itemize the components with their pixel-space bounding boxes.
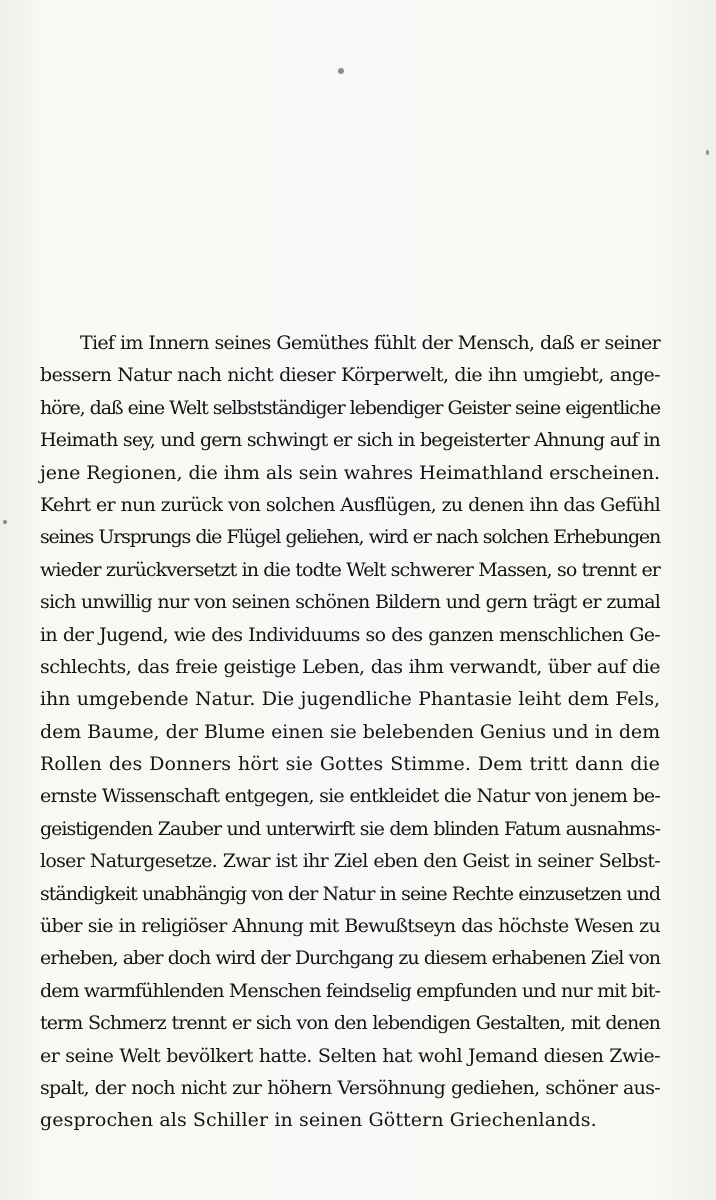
text-line: Heimath sey, und gern schwingt er sich in begeisterter Ahnung auf in bbox=[40, 429, 660, 452]
text-line: ständigkeit unabhängig von der Natur in seine Rechte einzusetzen und bbox=[40, 882, 660, 905]
text-line: erheben, aber doch wird der Durchgang zu diesem erhabenen Ziel von bbox=[40, 947, 660, 970]
text-line: loser Naturgesetze. Zwar ist ihr Ziel eben den Geist in seiner Selbst- bbox=[40, 850, 660, 873]
text-line: höre, daß eine Welt selbstständiger lebendiger Geister seine eigentliche bbox=[40, 396, 660, 419]
text-line: über sie in religiöser Ahnung mit Bewußtseyn das höchste Wesen zu bbox=[40, 915, 660, 938]
text-line: ernste Wissenschaft entgegen, sie entkleidet die Natur von jenem be- bbox=[40, 785, 660, 808]
text-line: er seine Welt bevölkert hatte. Selten hat wohl Jemand diesen Zwie- bbox=[40, 1044, 660, 1067]
text-line: term Schmerz trennt er sich von den lebendigen Gestalten, mit denen bbox=[40, 1012, 660, 1035]
ink-speck bbox=[338, 68, 344, 74]
text-line: Tief im Innern seines Gemüthes fühlt der Mensch, daß er seiner bbox=[80, 332, 660, 354]
text-line: dem warmfühlenden Menschen feindselig empfunden und nur mit bit- bbox=[40, 979, 660, 1002]
text-line: jene Regionen, die ihm als sein wahres Heimathland erscheinen. bbox=[40, 461, 660, 484]
ink-speck bbox=[3, 520, 7, 524]
body-paragraph bbox=[40, 327, 660, 1137]
text-line: seines Ursprungs die Flügel geliehen, wird er nach solchen Erhebungen bbox=[40, 526, 660, 549]
text-line: sich unwillig nur von seinen schönen Bildern und gern trägt er zumal bbox=[40, 591, 660, 614]
text-line: Rollen des Donners hört sie Gottes Stimme. Dem tritt dann die bbox=[40, 753, 660, 776]
text-line: spalt, der noch nicht zur höhern Versöhnung gediehen, schöner aus- bbox=[40, 1076, 660, 1099]
text-line: bessern Natur nach nicht dieser Körperwelt, die ihn umgiebt, ange- bbox=[40, 364, 660, 387]
text-line: ihn umgebende Natur. Die jugendliche Phantasie leiht dem Fels, bbox=[40, 688, 660, 711]
ink-speck bbox=[706, 150, 709, 155]
text-line: gesprochen als Schiller in seinen Göttern Griechenlands. bbox=[40, 1109, 597, 1132]
text-line: geistigenden Zauber und unterwirft sie dem blinden Fatum ausnahms- bbox=[40, 817, 660, 840]
text-line: in der Jugend, wie des Individuums so des ganzen menschlichen Ge- bbox=[40, 623, 660, 646]
text-line: dem Baume, der Blume einen sie belebenden Genius und in dem bbox=[40, 720, 660, 743]
text-line: wieder zurückversetzt in die todte Welt schwerer Massen, so trennt er bbox=[40, 558, 660, 581]
text-line: schlechts, das freie geistige Leben, das ihm verwandt, über auf die bbox=[40, 655, 660, 678]
text-line: Kehrt er nun zurück von solchen Ausflügen, zu denen ihn das Gefühl bbox=[40, 493, 660, 516]
